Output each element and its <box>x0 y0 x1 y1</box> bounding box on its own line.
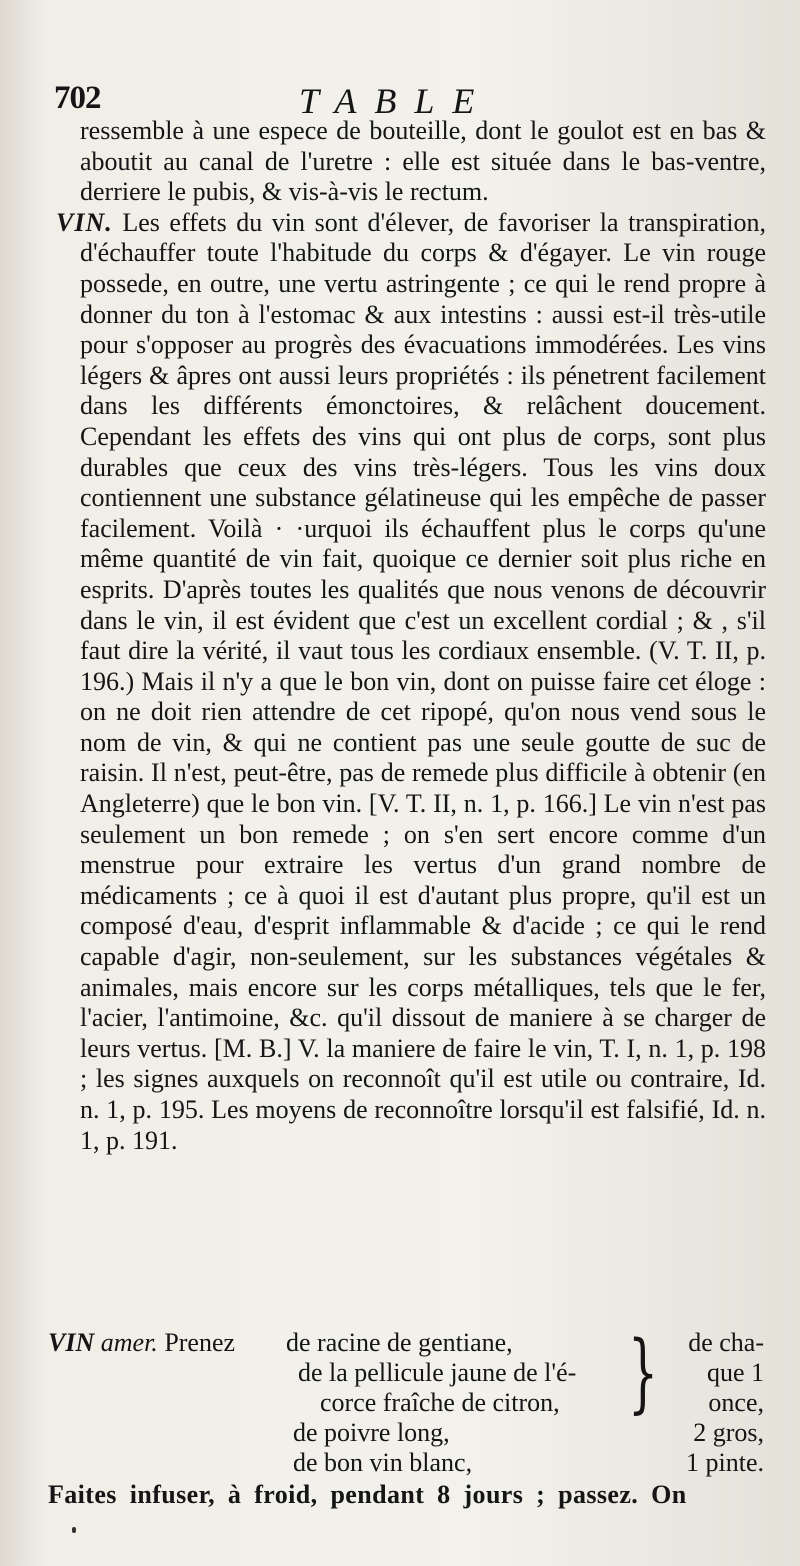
ingredient-qty: de cha- <box>688 1328 764 1357</box>
recipe-instruction: Faites infuser, à froid, pendant 8 jours ; passez. On <box>48 1480 687 1509</box>
recipe-verb: Prenez <box>164 1328 236 1357</box>
ingredient-qty: que 1 <box>706 1358 764 1387</box>
ingredient-line <box>298 1358 576 1388</box>
entry-head: VIN. <box>56 207 113 237</box>
entry-continuation <box>80 116 766 208</box>
ingredient-name: de la pellicule jaune de l'é- <box>298 1358 577 1387</box>
ingredient-name: de racine de gentiane, <box>286 1328 513 1357</box>
ingredient-name: corce fraîche de citron, <box>320 1388 560 1417</box>
ingredient-line <box>320 1388 560 1418</box>
recipe-title-rest: amer. <box>100 1328 158 1357</box>
ingredient-qty: once, <box>708 1388 764 1417</box>
body-text <box>56 116 766 1156</box>
page-number: 702 <box>54 80 101 116</box>
ingredient-line <box>293 1418 450 1448</box>
grouping-brace: } <box>628 1323 659 1423</box>
ingredient-line <box>293 1448 472 1478</box>
entry-text: ressemble à une espece de bouteille, dont le goulot est en bas & aboutit au canal de l'uretre : elle est située dans le bas-ventre, derriere le pubis, & vis-à-vis le rectum. <box>80 116 766 207</box>
ingredient-name: de bon vin blanc, <box>293 1448 473 1477</box>
ink-speck <box>72 1527 76 1533</box>
ingredient-name: de poivre long, <box>293 1418 450 1447</box>
recipe-title: VIN <box>48 1328 95 1357</box>
running-title: TABLE <box>299 81 493 121</box>
entry-text: Les effets du vin sont d'élever, de favoriser la transpiration, d'échauffer toute l'habitude du corps & d'égayer. Le vin rouge possede, en outre, une vertu astringente ; ce qui le rend propre à donner du ton à l'estomac & aux intestins : aussi est-il très-utile pour s'opposer au progrès des évacuations immodérées. Les vins légers & âpres ont aussi leurs propriétés : ils pénetrent facilement dans les différents émonctoires, & relâchent doucement. Cependant les effets des vins qui ont plus de corps, sont plus durables que ceux des vins très-légers. Tous les vins doux contiennent une substance gélatineuse qui les empêche de passer facilement. Voilà · ·urquoi ils échauffent plus le corps qu'une même quantité de vin fait, quoique ce dernier soit plus riche en esprits. D'après toutes les qualités que nous venons de découvrir dans le vin, il est évident que c'est un excellent cordial ; & , s'il faut dire la vérité, il vaut tous les cordiaux ensemble. (V. T. II, p. 196.) Mais il n'y a que le bon vin, dont on puisse faire cet éloge : on ne doit rien attendre de cet ripopé, qu'on nous vend sous le nom de vin, & qui ne contient pas une seule goutte de suc de raisin. Il n'est, peut-être, pas de remede plus difficile à obtenir (en Angleterre) que le bon vin. [V. T. II, n. 1, p. 166.] Le vin n'est pas seulement un bon remede ; on s'en sert encore comme d'un menstrue pour extraire les vertus d'un grand nombre de médicaments ; ce à quoi il est d'autant plus propre, qu'il est un composé d'eau, d'esprit inflammable & d'acide ; ce qui le rend capable d'agir, non-seulement, sur les substances végétales & animales, mais encore sur les corps métalliques, tels que le fer, l'acier, l'antimoine, &c. qu'il dissout de maniere à se charger de leurs vertus. [M. B.] V. la maniere de faire le vin, T. I, n. 1, p. 198 ; les signes auxquels on reconnoît qu'il est utile ou contraire, Id. n. 1, p. 195. Les moyens de reconnoître lorsqu'il est falsifié, Id. n. 1, p. 191. <box>80 207 766 1155</box>
recipe-head <box>48 1328 235 1358</box>
ingredient-qty: 1 pinte. <box>686 1448 764 1477</box>
ingredient-line <box>286 1328 513 1358</box>
ingredient-qty: 2 gros, <box>693 1418 764 1447</box>
entry-vin <box>56 207 766 1156</box>
